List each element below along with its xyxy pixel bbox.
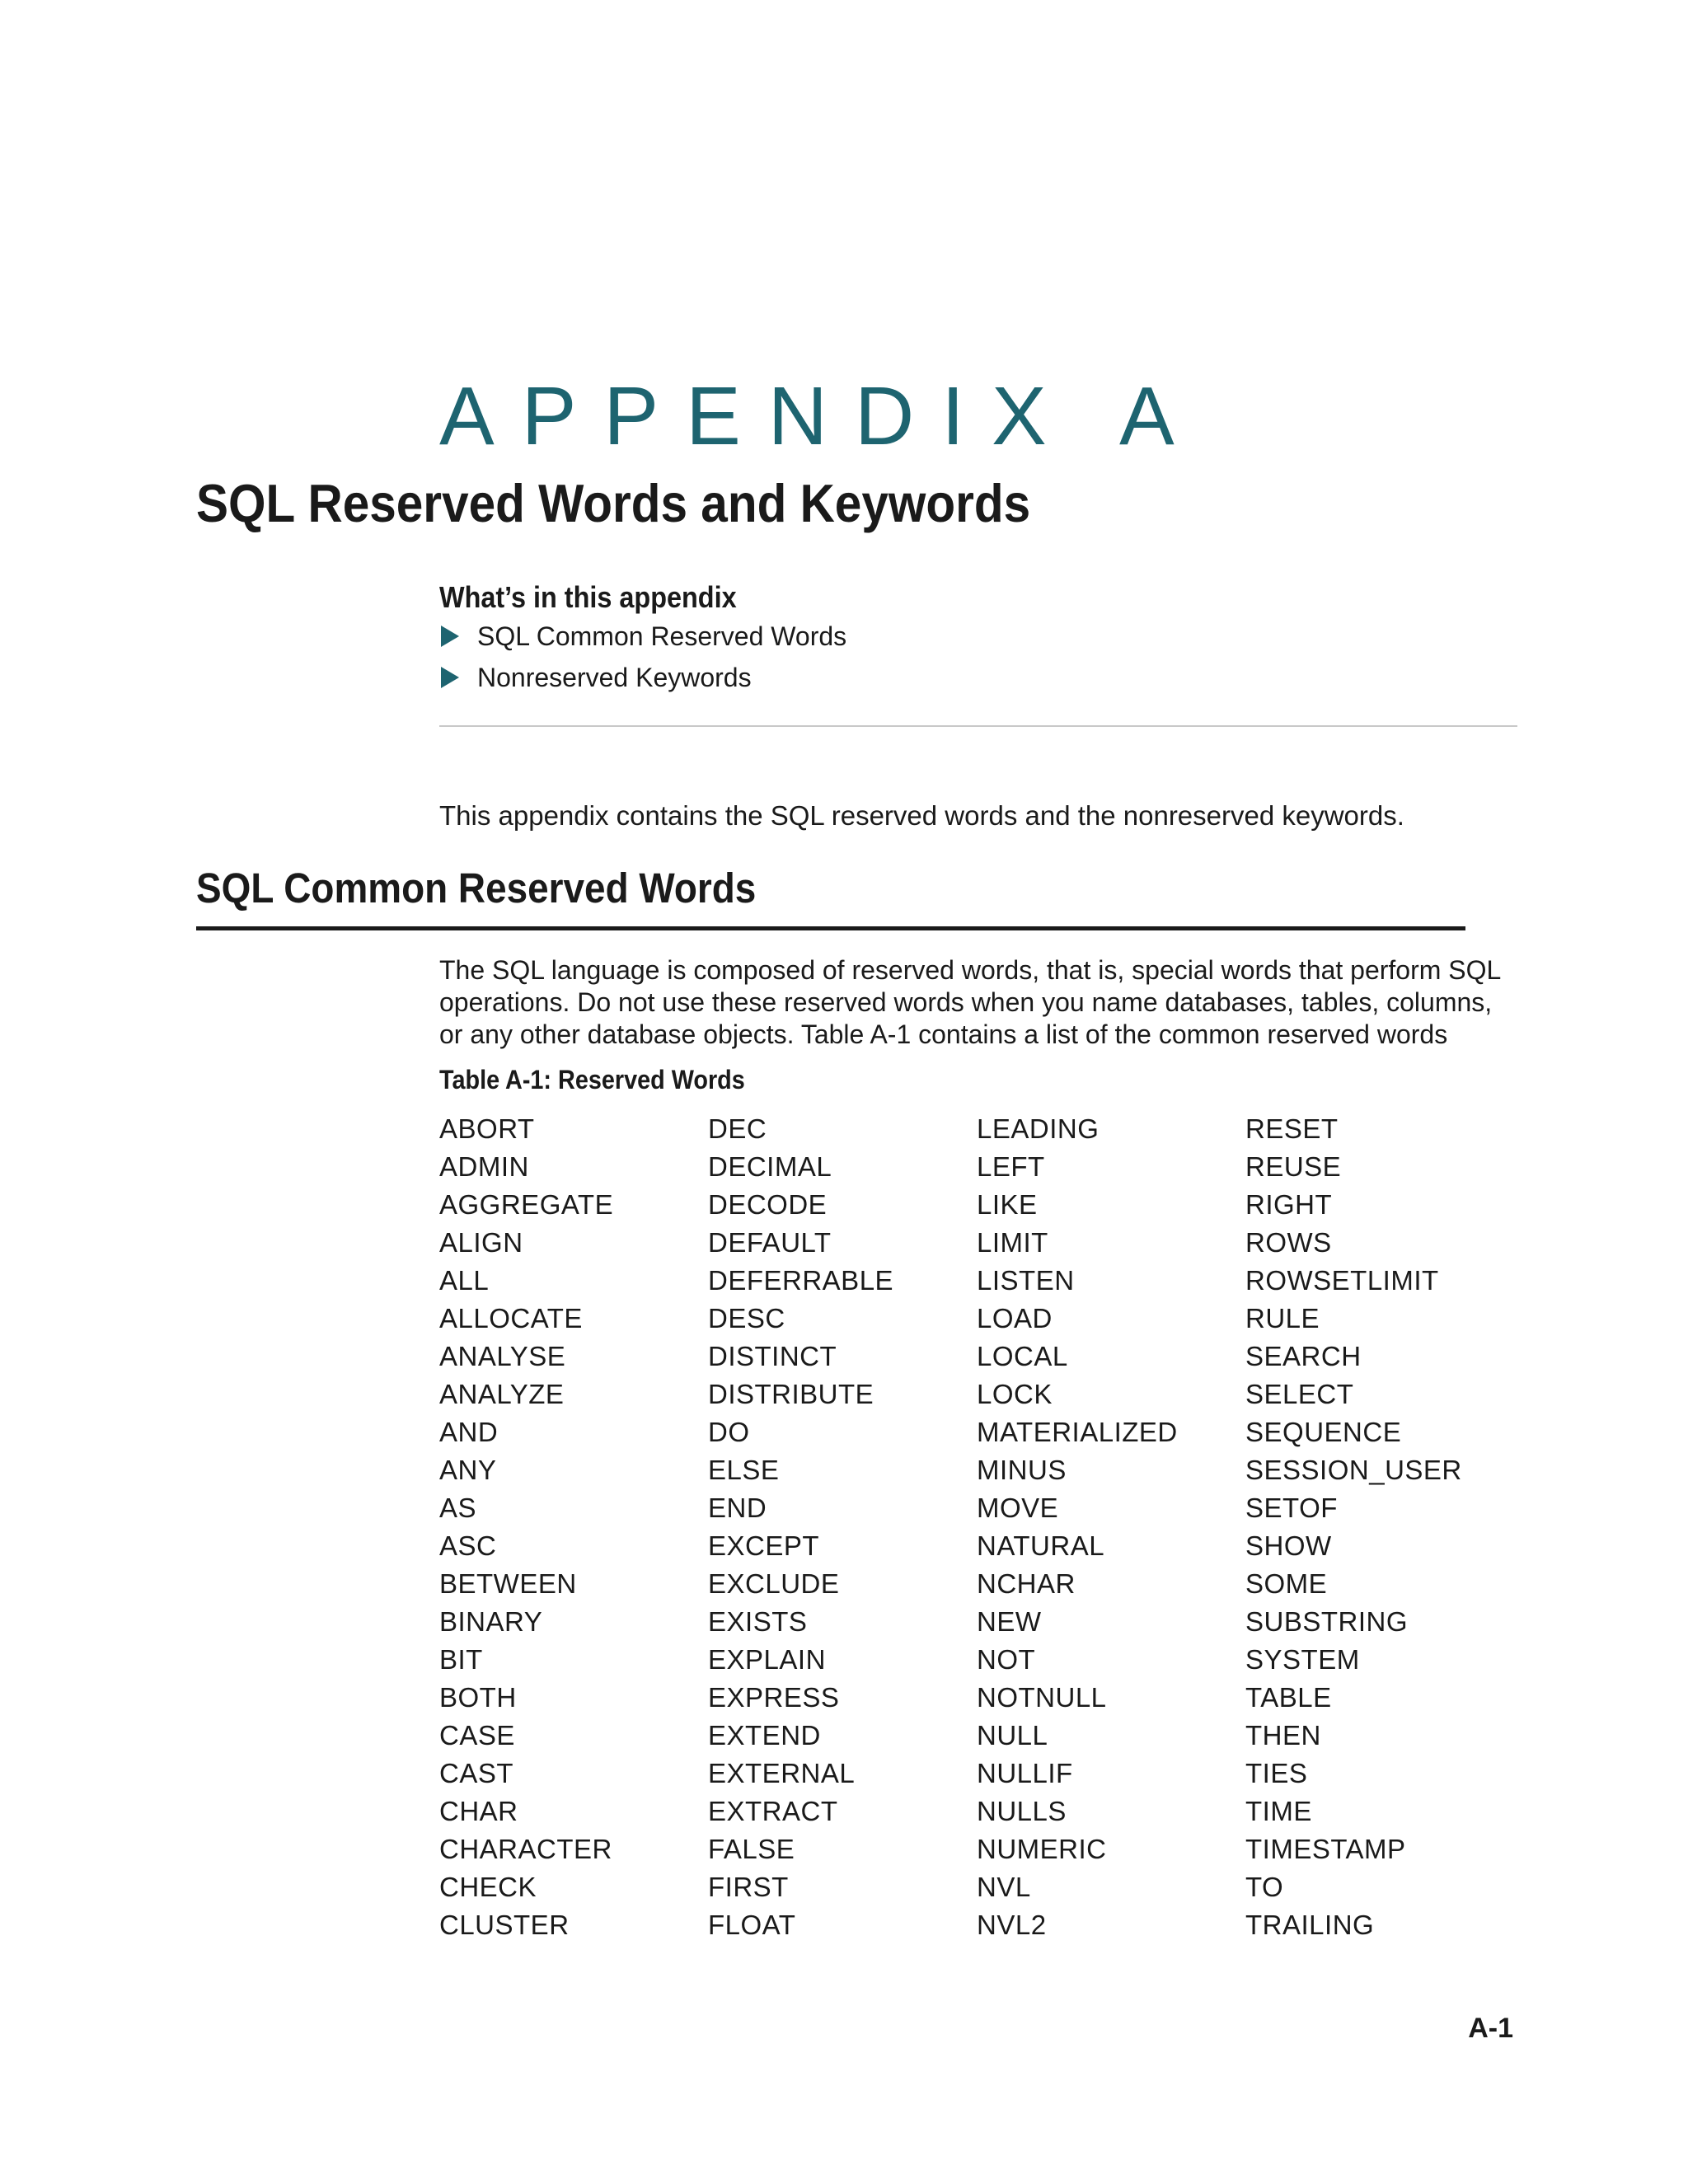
table-cell: LOCAL	[977, 1341, 1068, 1371]
table-column	[977, 1110, 1245, 1944]
table-cell: ANY	[439, 1455, 497, 1485]
table-cell: TIES	[1245, 1758, 1308, 1788]
appendix-label: APPENDIX A	[439, 370, 1202, 462]
table-cell: EXPRESS	[708, 1682, 840, 1713]
table-cell: SELECT	[1245, 1379, 1354, 1409]
reserved-words-table	[439, 1110, 1514, 1944]
table-cell: MATERIALIZED	[977, 1417, 1178, 1447]
table-cell: ADMIN	[439, 1151, 529, 1182]
chapter-title: SQL Reserved Words and Keywords	[196, 473, 1031, 533]
table-cell: LEFT	[977, 1151, 1045, 1182]
table-cell: MINUS	[977, 1455, 1067, 1485]
contents-item-label: SQL Common Reserved Words	[477, 621, 847, 651]
table-cell: MOVE	[977, 1493, 1059, 1523]
table-cell: RULE	[1245, 1303, 1320, 1333]
table-cell: ELSE	[708, 1455, 780, 1485]
table-cell: NOT	[977, 1644, 1036, 1675]
table-cell: EXCEPT	[708, 1530, 820, 1561]
table-cell: FALSE	[708, 1834, 795, 1864]
contents-heading: What’s in this appendix	[439, 580, 737, 614]
table-cell: ALLOCATE	[439, 1303, 583, 1333]
table-column	[1245, 1110, 1514, 1944]
table-cell: DO	[708, 1417, 750, 1447]
table-cell: NVL	[977, 1872, 1031, 1902]
section-divider	[196, 926, 1465, 930]
triangle-bullet-icon	[441, 626, 459, 647]
table-cell: ALIGN	[439, 1227, 523, 1258]
table-cell: BIT	[439, 1644, 483, 1675]
table-cell: ROWS	[1245, 1227, 1332, 1258]
table-cell: ANALYSE	[439, 1341, 566, 1371]
table-cell: AGGREGATE	[439, 1189, 614, 1220]
table-cell: BINARY	[439, 1606, 543, 1637]
table-cell: CASE	[439, 1720, 515, 1750]
table-cell: SUBSTRING	[1245, 1606, 1409, 1637]
table-cell: ALL	[439, 1265, 490, 1296]
table-cell: NVL2	[977, 1910, 1047, 1940]
contents-item	[439, 616, 1517, 657]
table-cell: LOAD	[977, 1303, 1053, 1333]
table-cell: LISTEN	[977, 1265, 1075, 1296]
table-cell: SEARCH	[1245, 1341, 1362, 1371]
table-cell: BETWEEN	[439, 1568, 577, 1599]
table-cell: RESET	[1245, 1113, 1339, 1144]
table-cell: EXCLUDE	[708, 1568, 840, 1599]
table-cell: ANALYZE	[439, 1379, 565, 1409]
table-cell: SETOF	[1245, 1493, 1338, 1523]
table-cell: SOME	[1245, 1568, 1328, 1599]
table-cell: ROWSETLIMIT	[1245, 1265, 1439, 1296]
table-cell: TIME	[1245, 1796, 1312, 1826]
table-cell: DECODE	[708, 1189, 828, 1220]
table-cell: REUSE	[1245, 1151, 1342, 1182]
table-cell: TIMESTAMP	[1245, 1834, 1406, 1864]
table-cell: DEC	[708, 1113, 767, 1144]
table-cell: ASC	[439, 1530, 497, 1561]
table-cell: ABORT	[439, 1113, 535, 1144]
table-cell: THEN	[1245, 1720, 1321, 1750]
triangle-bullet-icon	[441, 667, 459, 688]
table-cell: EXTERNAL	[708, 1758, 856, 1788]
table-cell: CHECK	[439, 1872, 537, 1902]
table-cell: NULLIF	[977, 1758, 1073, 1788]
table-cell: TO	[1245, 1872, 1284, 1902]
table-cell: FIRST	[708, 1872, 789, 1902]
table-cell: TABLE	[1245, 1682, 1332, 1713]
section-body-paragraph: The SQL language is composed of reserved words, that is, special words that perform SQL operations. Do not use these reserved words when you name databases, tables, columns, or any other database objects. Table A-1 contains a list of the common reserved words	[439, 955, 1501, 1049]
table-cell: LIMIT	[977, 1227, 1048, 1258]
table-cell: LOCK	[977, 1379, 1053, 1409]
appendix-contents	[439, 579, 1517, 698]
table-cell: NULL	[977, 1720, 1048, 1750]
contents-item	[439, 657, 1517, 698]
table-cell: CHARACTER	[439, 1834, 612, 1864]
table-cell: LEADING	[977, 1113, 1100, 1144]
contents-divider	[439, 725, 1517, 727]
table-column	[708, 1110, 977, 1944]
table-cell: DEFERRABLE	[708, 1265, 894, 1296]
table-cell: EXISTS	[708, 1606, 808, 1637]
table-cell: SEQUENCE	[1245, 1417, 1402, 1447]
table-cell: CLUSTER	[439, 1910, 570, 1940]
table-cell: DISTRIBUTE	[708, 1379, 874, 1409]
table-cell: CAST	[439, 1758, 514, 1788]
table-cell: FLOAT	[708, 1910, 796, 1940]
table-cell: SESSION_USER	[1245, 1455, 1462, 1485]
intro-paragraph: This appendix contains the SQL reserved words and the nonreserved keywords.	[439, 800, 1404, 831]
table-caption: Table A-1: Reserved Words	[439, 1065, 745, 1094]
contents-item-label: Nonreserved Keywords	[477, 663, 752, 692]
table-cell: NATURAL	[977, 1530, 1105, 1561]
section-heading: SQL Common Reserved Words	[196, 865, 757, 912]
table-cell: DISTINCT	[708, 1341, 837, 1371]
page-number: A-1	[1468, 2013, 1513, 2044]
table-cell: RIGHT	[1245, 1189, 1333, 1220]
table-cell: DEFAULT	[708, 1227, 832, 1258]
table-cell: NEW	[977, 1606, 1042, 1637]
table-cell: BOTH	[439, 1682, 517, 1713]
table-cell: NULLS	[977, 1796, 1067, 1826]
table-cell: NUMERIC	[977, 1834, 1107, 1864]
table-cell: SHOW	[1245, 1530, 1332, 1561]
table-cell: EXTRACT	[708, 1796, 838, 1826]
table-cell: TRAILING	[1245, 1910, 1375, 1940]
table-cell: NOTNULL	[977, 1682, 1107, 1713]
table-cell: CHAR	[439, 1796, 518, 1826]
table-cell: NCHAR	[977, 1568, 1076, 1599]
table-column	[439, 1110, 708, 1944]
table-cell: EXPLAIN	[708, 1644, 826, 1675]
table-cell: DESC	[708, 1303, 785, 1333]
table-cell: END	[708, 1493, 767, 1523]
table-cell: SYSTEM	[1245, 1644, 1360, 1675]
table-cell: DECIMAL	[708, 1151, 832, 1182]
table-cell: AS	[439, 1493, 477, 1523]
table-cell: EXTEND	[708, 1720, 821, 1750]
table-cell: LIKE	[977, 1189, 1038, 1220]
table-cell: AND	[439, 1417, 499, 1447]
